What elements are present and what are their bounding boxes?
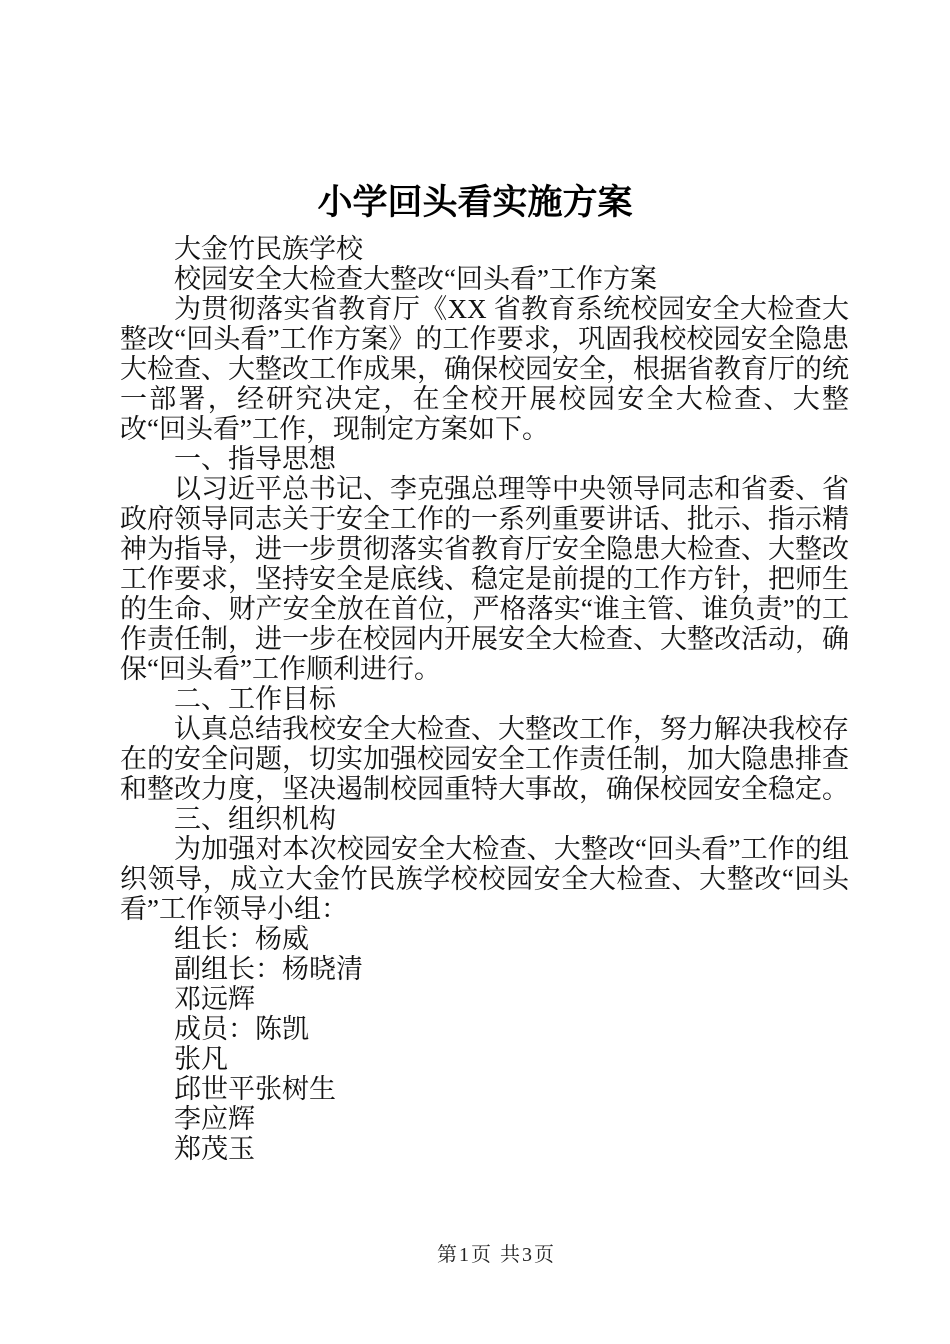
document-body	[0, 226, 950, 1164]
paragraph: 邓远辉	[174, 984, 255, 1014]
document-title: 小学回头看实施方案	[317, 183, 633, 222]
paragraph: 认真总结我校安全大检查、大整改工作，努力解决我校存在的安全问题，切实加强校园安全工作责任制，加大隐患排查和整改力度，坚决遏制校园重特大事故，确保校园安全稳定。	[120, 714, 849, 804]
paragraph: 大金竹民族学校	[174, 234, 363, 264]
paragraph: 一、指导思想	[174, 444, 336, 474]
page-number-indicator: 第1页 共3页	[437, 1244, 556, 1266]
paragraph: 为加强对本次校园安全大检查、大整改“回头看”工作的组织领导，成立大金竹民族学校校园安全大检查、大整改“回头看”工作领导小组：	[120, 834, 849, 924]
paragraph: 成员：陈凯	[174, 1014, 309, 1044]
paragraph: 校园安全大检查大整改“回头看”工作方案	[174, 264, 657, 294]
paragraph: 郑茂玉	[174, 1134, 255, 1164]
paragraph: 二、工作目标	[174, 684, 336, 714]
paragraph: 张凡	[174, 1044, 228, 1074]
paragraph: 以习近平总书记、李克强总理等中央领导同志和省委、省政府领导同志关于安全工作的一系列重要讲话、批示、指示精神为指导，进一步贯彻落实省教育厅安全隐患大检查、大整改工作要求，坚持安全是底线、稳定是前提的工作方针，把师生的生命、财产安全放在首位，严格落实“谁主管、谁负责”的工作责任制，进一步在校园内开展安全大检查、大整改活动，确保“回头看”工作顺利进行。	[120, 474, 849, 684]
paragraph: 三、组织机构	[174, 804, 336, 834]
paragraph: 邱世平张树生	[174, 1074, 336, 1104]
page-footer	[437, 1244, 556, 1266]
paragraph: 李应辉	[174, 1104, 255, 1134]
paragraph: 副组长：杨晓清	[174, 954, 363, 984]
paragraph: 为贯彻落实省教育厅《XX 省教育系统校园安全大检查大整改“回头看”工作方案》的工作要求，巩固我校校园安全隐患大检查、大整改工作成果，确保校园安全，根据省教育厅的统一部署，经研究决定，在全校开展校园安全大检查、大整改“回头看”工作，现制定方案如下。	[120, 294, 849, 444]
paragraph: 组长：杨威	[174, 924, 309, 954]
